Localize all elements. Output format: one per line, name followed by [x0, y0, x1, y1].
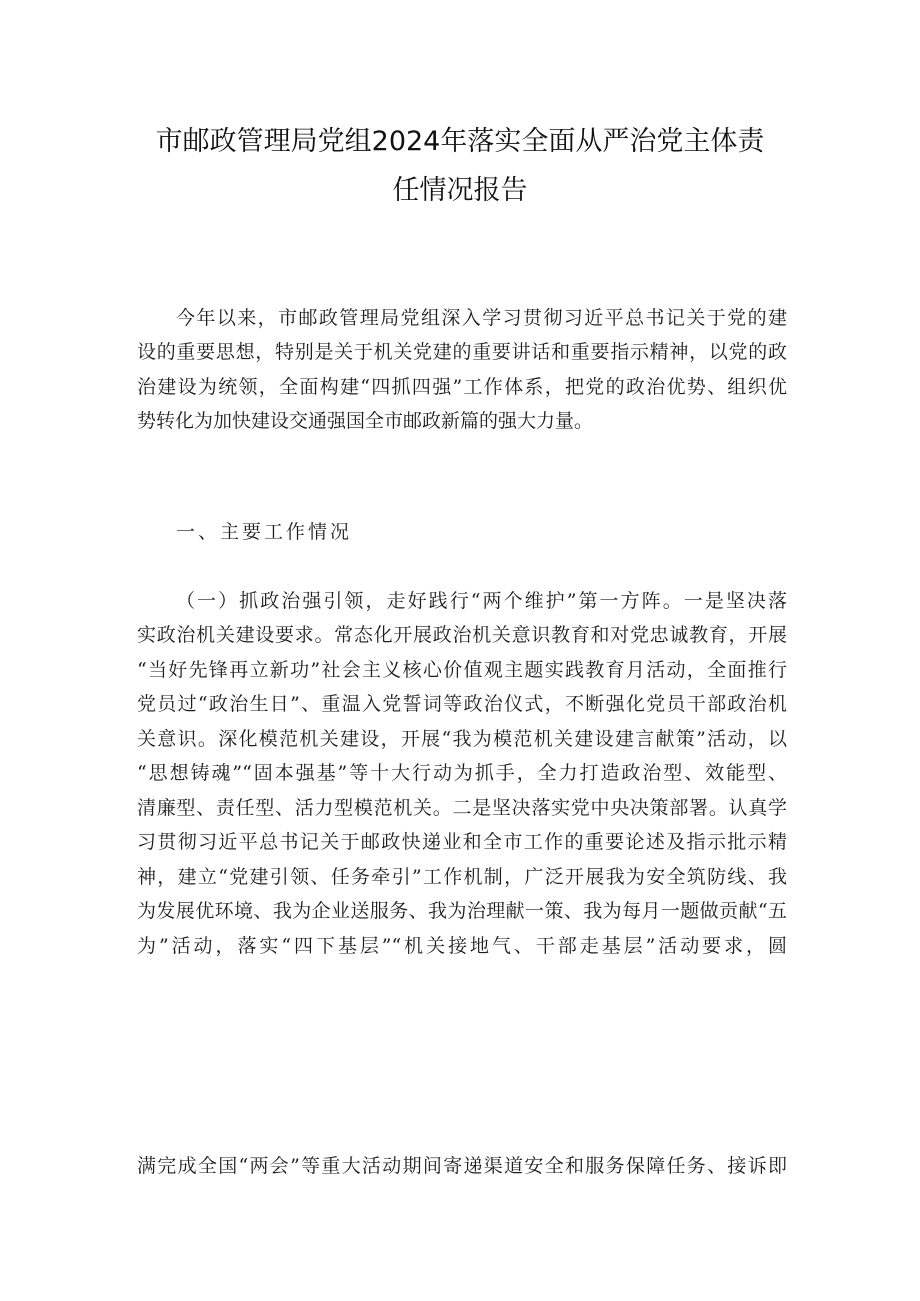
section-heading: 一、主要工作情况 — [176, 521, 353, 543]
paragraph-line: 实政治机关建设要求。常态化开展政治机关意识教育和对党忠诚教育，开展 — [137, 624, 787, 646]
paragraph-line: 关意识。深化模范机关建设，开展“我为模范机关建设建言献策”活动，以 — [137, 728, 787, 750]
paragraph-line: 神，建立“党建引领、任务牵引”工作机制，广泛开展我为安全筑防线、我 — [137, 866, 787, 888]
paragraph-line: 治建设为统领，全面构建“四抓四强”工作体系，把党的政治优势、组织优 — [137, 376, 787, 398]
paragraph-line: 为发展优环境、我为企业送服务、我为治理献一策、我为每月一题做贡献“五 — [137, 900, 787, 922]
document-title-line-2: 任情况报告 — [392, 175, 528, 206]
paragraph-line: “思想铸魂”“固本强基”等十大行动为抓手，全力打造政治型、效能型、 — [137, 762, 787, 784]
paragraph-line: 设的重要思想，特别是关于机关党建的重要讲话和重要指示精神，以党的政 — [137, 341, 787, 363]
paragraph-line: 为”活动，落实“四下基层”“机关接地气、干部走基层”活动要求，圆 — [137, 935, 787, 957]
paragraph-line: 党员过“政治生日”、重温入党誓词等政治仪式，不断强化党员干部政治机 — [137, 693, 787, 715]
paragraph-line: 势转化为加快建设交通强国全市邮政新篇的强大力量。 — [137, 410, 594, 432]
paragraph-line: （一）抓政治强引领，走好践行“两个维护”第一方阵。一是坚决落 — [176, 590, 787, 612]
document-title-line-1: 市邮政管理局党组2024年落实全面从严治党主体责 — [155, 126, 765, 157]
continuation-line: 满完成全国“两会”等重大活动期间寄递渠道安全和服务保障任务、接诉即 — [137, 1155, 787, 1177]
paragraph-line: “当好先锋再立新功”社会主义核心价值观主题实践教育月活动，全面推行 — [137, 659, 787, 681]
paragraph-line: 清廉型、责任型、活力型模范机关。二是坚决落实党中央决策部署。认真学 — [137, 797, 787, 819]
paragraph-line: 习贯彻习近平总书记关于邮政快递业和全市工作的重要论述及指示批示精 — [137, 831, 787, 853]
paragraph-line: 今年以来，市邮政管理局党组深入学习贯彻习近平总书记关于党的建 — [176, 307, 787, 329]
